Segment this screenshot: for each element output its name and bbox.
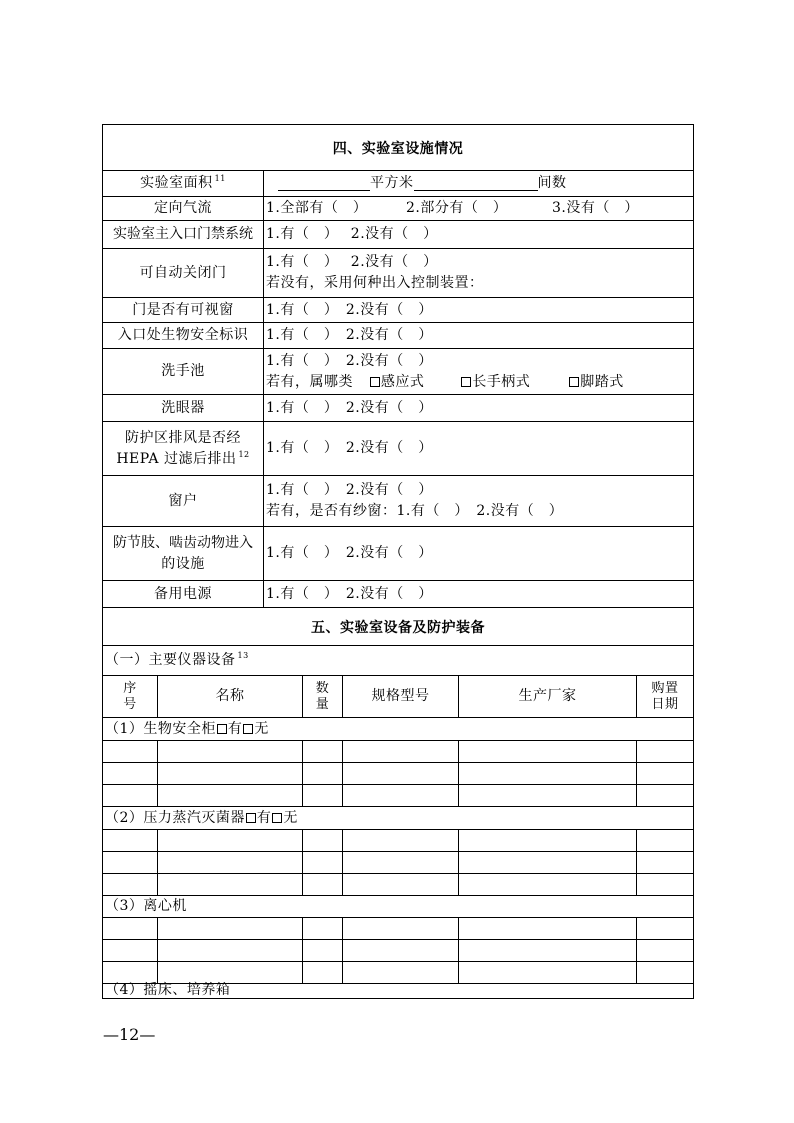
table-row[interactable] xyxy=(103,918,693,940)
backup-power-label: 备用电源 xyxy=(154,585,212,602)
group-centrifuge-label: （3）离心机 xyxy=(105,898,187,914)
long-handle-label: 长手柄式 xyxy=(472,373,531,390)
access-control-options[interactable]: 1.有（ ） 2.没有（ ） xyxy=(266,226,438,242)
page-number: —12— xyxy=(103,1025,156,1044)
sink-type-line: 若有，属哪类 感应式 长手柄式 脚踏式 xyxy=(266,373,624,390)
col-qty-1: 数 xyxy=(315,680,330,696)
group-centrifuge-row xyxy=(103,896,693,918)
table-row[interactable] xyxy=(103,741,693,763)
section4-title-row xyxy=(103,125,693,171)
auto-close-door-label: 可自动关闭门 xyxy=(139,264,227,281)
airflow-label: 定向气流 xyxy=(154,200,212,216)
airflow-option-all[interactable]: 1.全部有（ ） xyxy=(266,200,368,216)
group-autoclave-label: （2）压力蒸汽灭菌器 有 无 xyxy=(105,809,298,826)
area-size-blank[interactable] xyxy=(278,176,370,191)
room-count-unit: 间数 xyxy=(537,175,567,191)
col-name: 名称 xyxy=(215,688,245,704)
cabinet-yes-checkbox[interactable] xyxy=(217,724,227,734)
door-window-options[interactable]: 1.有（ ） 2.没有（ ） xyxy=(266,301,433,318)
eyewash-options[interactable]: 1.有（ ） 2.没有（ ） xyxy=(266,399,433,416)
pest-control-row xyxy=(103,527,693,581)
facility-form-table xyxy=(102,124,694,999)
auto-close-door-row xyxy=(103,249,693,298)
area-label: 实验室面积 $^{11}$ xyxy=(140,174,226,191)
door-window-row xyxy=(103,298,693,323)
foot-pedal-checkbox[interactable] xyxy=(569,377,579,387)
equipment-subheader-row xyxy=(103,646,693,676)
eyewash-label: 洗眼器 xyxy=(161,399,205,416)
pest-control-label-line1: 防节肢、啮齿动物进入 xyxy=(113,534,253,551)
group-shaker-incubator-label: （4）摇床、培养箱 xyxy=(105,982,231,998)
sink-row xyxy=(103,349,693,395)
room-count-blank[interactable] xyxy=(414,176,538,191)
biosafety-sign-row xyxy=(103,323,693,349)
area-row xyxy=(103,171,693,197)
auto-close-door-options[interactable]: 1.有（ ） 2.没有（ ） xyxy=(266,254,438,270)
table-row[interactable] xyxy=(103,852,693,874)
table-row[interactable] xyxy=(103,940,693,962)
section5-title: 五、实验室设备及防护装备 xyxy=(311,619,485,636)
group-biosafety-cabinet-row xyxy=(103,718,693,741)
long-handle-checkbox[interactable] xyxy=(461,377,471,387)
sink-options[interactable]: 1.有（ ） 2.没有（ ） xyxy=(266,352,433,369)
access-control-label: 实验室主入口门禁系统 xyxy=(113,226,253,242)
col-qty-2: 量 xyxy=(315,696,330,712)
pest-control-label-line2: 的设施 xyxy=(161,555,205,572)
biosafety-sign-options[interactable]: 1.有（ ） 2.没有（ ） xyxy=(266,327,433,343)
sink-label: 洗手池 xyxy=(161,363,205,379)
sensor-checkbox[interactable] xyxy=(370,377,380,387)
auto-close-door-followup: 若没有，采用何种出入控制装置： xyxy=(266,275,484,291)
group-autoclave-row xyxy=(103,807,693,830)
sensor-label: 感应式 xyxy=(380,373,425,390)
table-row[interactable] xyxy=(103,874,693,896)
table-row[interactable] xyxy=(103,763,693,785)
hepa-label-line1: 防护区排风是否经 xyxy=(125,429,241,446)
screen-window-options[interactable]: 若有，是否有纱窗：1.有（ ） 2.没有（ ） xyxy=(266,503,564,519)
access-control-row xyxy=(103,221,693,249)
windows-row xyxy=(103,476,693,527)
col-date-2: 日期 xyxy=(651,696,679,712)
col-seq-2: 号 xyxy=(123,696,137,712)
table-row[interactable] xyxy=(103,830,693,852)
backup-power-row xyxy=(103,581,693,608)
col-seq-1: 序 xyxy=(123,680,137,696)
table-row[interactable] xyxy=(103,785,693,807)
backup-power-options[interactable]: 1.有（ ） 2.没有（ ） xyxy=(266,585,433,602)
door-window-label: 门是否有可视窗 xyxy=(132,301,234,318)
section4-title: 四、实验室设施情况 xyxy=(332,140,464,157)
group-biosafety-cabinet-label: （1）生物安全柜 有 无 xyxy=(105,720,269,737)
col-date-1: 购置 xyxy=(651,680,679,696)
cabinet-no-checkbox[interactable] xyxy=(243,724,253,734)
group-shaker-incubator-row xyxy=(103,981,693,1000)
hepa-row xyxy=(103,422,693,476)
biosafety-sign-label: 入口处生物安全标识 xyxy=(117,327,249,343)
airflow-option-none[interactable]: 3.没有（ ） xyxy=(552,200,639,216)
windows-options[interactable]: 1.有（ ） 2.没有（ ） xyxy=(266,482,433,498)
area-unit: 平方米 xyxy=(370,175,414,191)
equipment-subheader: （一）主要仪器设备 $^{13}$ xyxy=(105,651,249,668)
hepa-label-line2: HEPA 过滤后排出 $^{12}$ xyxy=(116,449,250,467)
windows-label: 窗户 xyxy=(168,492,198,509)
airflow-option-partial[interactable]: 2.部分有（ ） xyxy=(406,200,508,216)
col-maker: 生产厂家 xyxy=(518,688,577,704)
autoclave-yes-checkbox[interactable] xyxy=(246,813,256,823)
col-model: 规格型号 xyxy=(371,688,430,704)
foot-pedal-label: 脚踏式 xyxy=(580,373,624,390)
autoclave-no-checkbox[interactable] xyxy=(272,813,282,823)
hepa-options[interactable]: 1.有（ ） 2.没有（ ） xyxy=(266,440,433,456)
eyewash-row xyxy=(103,395,693,422)
section5-title-row xyxy=(103,608,693,646)
pest-control-options[interactable]: 1.有（ ） 2.没有（ ） xyxy=(266,545,433,561)
airflow-row xyxy=(103,197,693,221)
equipment-header-row xyxy=(103,676,693,718)
